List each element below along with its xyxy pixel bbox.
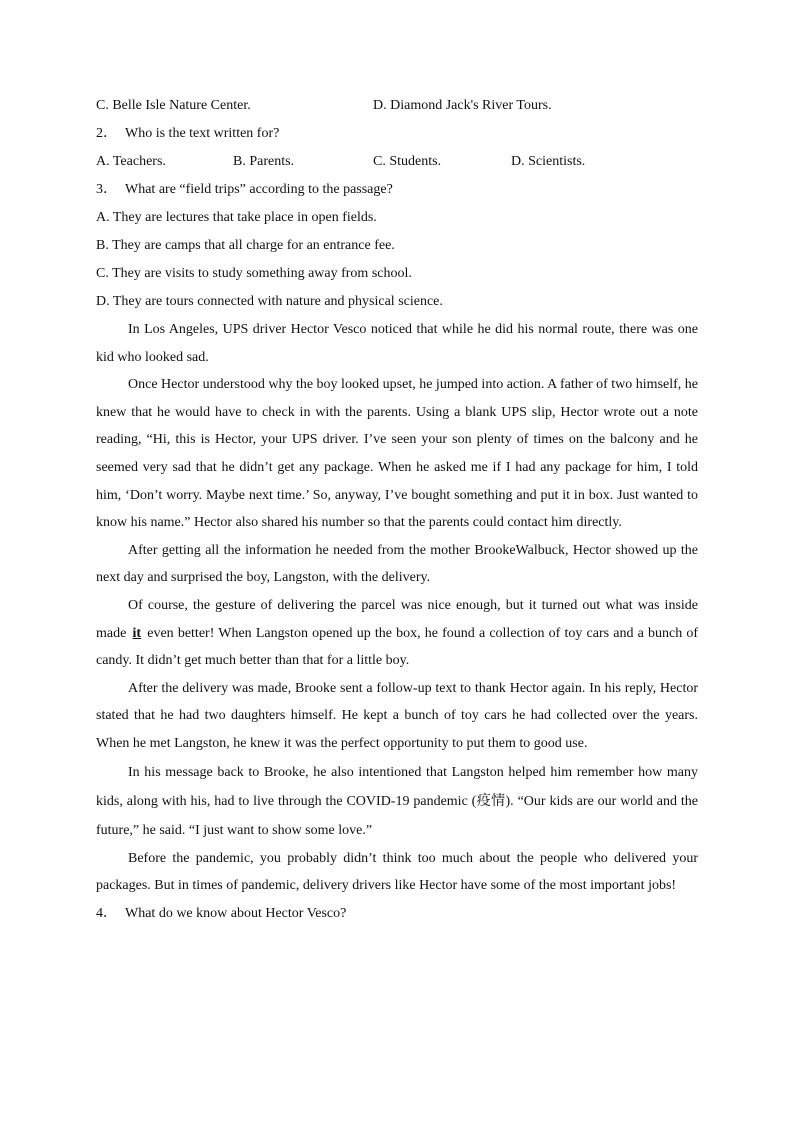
underlined-word-it: it <box>132 625 142 641</box>
q3-number: 3． <box>96 182 117 197</box>
q3-text: What are “field trips” according to the passage? <box>125 182 393 197</box>
q2-option-b: B. Parents. <box>233 154 295 169</box>
q4-text: What do we know about Hector Vesco? <box>125 905 347 921</box>
document-page <box>96 92 698 928</box>
q1-option-c: C. Belle Isle Nature Center. <box>96 98 251 113</box>
passage-paragraph-1: In Los Angeles, UPS driver Hector Vesco noticed that while he did his normal route, there was one kid who looked sad. <box>96 322 698 365</box>
q2-options-row <box>96 148 698 176</box>
paragraph-4-after: even better! When Langston opened up the box, he found a collection of toy cars and a bunch of candy. It didn’t get much better than that for a little boy. <box>96 625 699 669</box>
q2-option-a: A. Teachers. <box>96 154 166 169</box>
q3-stem <box>96 176 698 204</box>
q3-option-a: A. They are lectures that take place in open fields. <box>96 210 377 225</box>
passage-paragraph-5: After the delivery was made, Brooke sent a follow-up text to thank Hector again. In his reply, Hector stated that he had two daughters himself. He kept a bunch of toy cars he had collected over the years. When he met Langston, he knew it was the perfect opportunity to put them to good use. <box>96 680 698 751</box>
q2-option-d: D. Scientists. <box>511 154 586 169</box>
q3-option-c: C. They are visits to study something away from school. <box>96 266 412 281</box>
q3-option-d: D. They are tours connected with nature and physical science. <box>96 294 443 309</box>
q1-options-row <box>96 92 698 120</box>
passage-paragraph-4 <box>96 592 698 675</box>
passage-paragraph-7: Before the pandemic, you probably didn’t think too much about the people who delivered your packages. But in times of pandemic, delivery drivers like Hector have some of the most important jobs! <box>96 850 698 894</box>
passage-paragraph-6: In his message back to Brooke, he also intentioned that Langston helped him remember how many kids, along with his, had to live through the COVID-19 pandemic (疫情). “Our kids are our world and the future,” he said. “I just want to show some love.” <box>96 764 698 838</box>
q2-text: Who is the text written for? <box>125 126 280 141</box>
paragraph-4-before: Of course, the gesture of delivering the parcel was nice enough, but it turned out what was inside made <box>96 597 698 641</box>
q3-option-b: B. They are camps that all charge for an entrance fee. <box>96 238 395 253</box>
q2-option-c: C. Students. <box>373 154 442 169</box>
q2-stem <box>96 120 698 148</box>
q4-number: 4． <box>96 905 117 921</box>
passage-paragraph-2: Once Hector understood why the boy looked upset, he jumped into action. A father of two himself, he knew that he would have to check in with the parents. Using a blank UPS slip, Hector wrote out a note reading, “Hi, this is Hector, your UPS driver. I’ve seen your son plenty of times on the balcony and he seemed very sad that he didn’t get any package. When he asked me if I had any package for him, I told him, ‘Don’t worry. Maybe next time.’ So, anyway, I’ve bought something and put it in box. Just wanted to know his name.” Hector also shared his number so that the parents could contact him directly. <box>96 377 698 531</box>
q1-option-d: D. Diamond Jack's River Tours. <box>373 98 552 113</box>
passage-paragraph-3: After getting all the information he needed from the mother BrookeWalbuck, Hector showed up the next day and surprised the boy, Langston, with the delivery. <box>96 542 698 586</box>
q2-number: 2． <box>96 126 117 141</box>
q4-stem <box>96 900 698 928</box>
